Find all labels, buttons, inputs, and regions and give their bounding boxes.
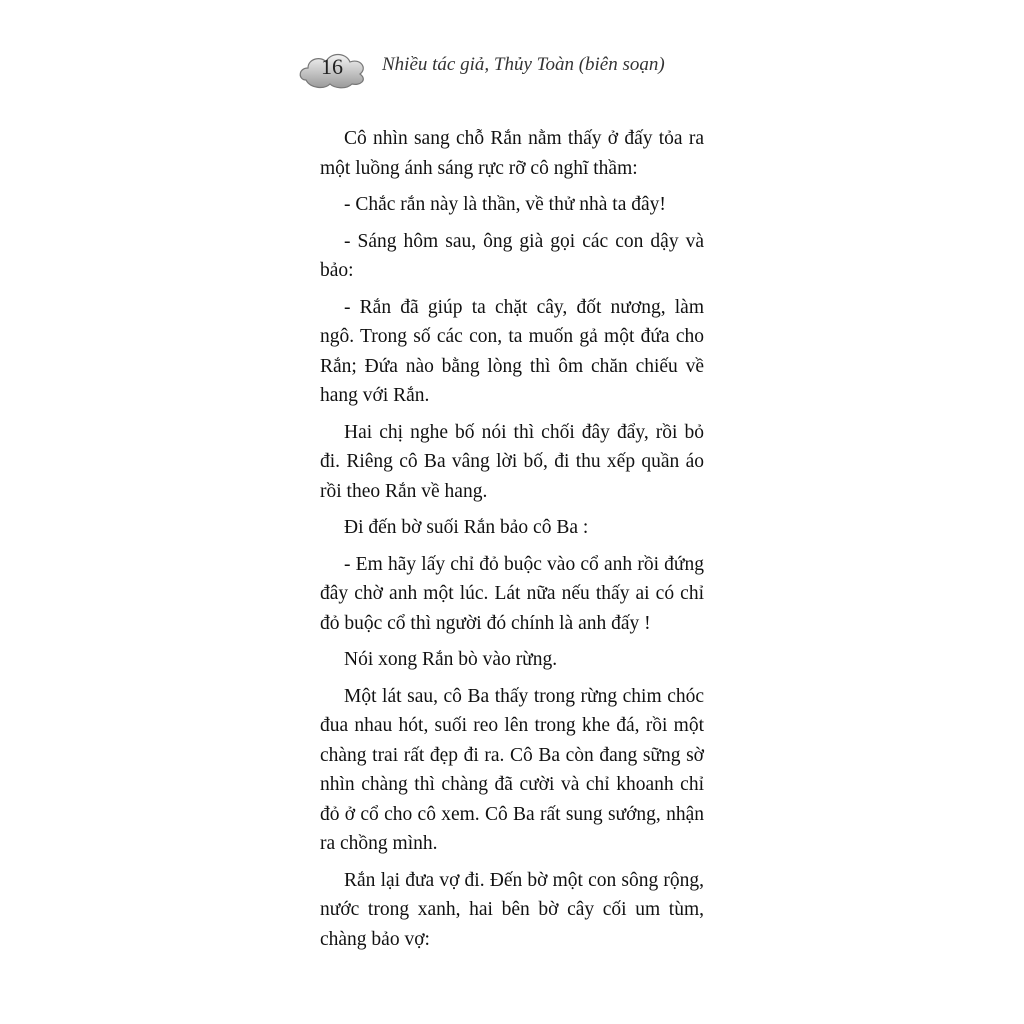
paragraph: - Rắn đã giúp ta chặt cây, đốt nương, làm ngô. Trong số các con, ta muốn gả một đứa cho Rắn; Đứa nào bằng lòng thì ôm chăn chiếu về hang với Rắn. (320, 296, 704, 406)
page-number: 16 (321, 54, 343, 79)
paragraph: Hai chị nghe bố nói thì chối đây đẩy, rồi bỏ đi. Riêng cô Ba vâng lời bố, đi thu xếp quần áo rồi theo Rắn về hang. (320, 421, 704, 502)
page-header (296, 40, 716, 96)
paragraph: - Sáng hôm sau, ông già gọi các con dậy và bảo: (320, 230, 704, 281)
body-text (320, 124, 704, 961)
paragraph: - Chắc rắn này là thần, về thử nhà ta đây! (344, 194, 666, 215)
paragraph: Cô nhìn sang chỗ Rắn nằm thấy ở đấy tỏa ra một luồng ánh sáng rực rỡ cô nghĩ thầm: (320, 128, 704, 179)
paragraph: Đi đến bờ suối Rắn bảo cô Ba : (344, 517, 589, 538)
paragraph: Nói xong Rắn bò vào rừng. (344, 649, 558, 670)
paragraph: Rắn lại đưa vợ đi. Đến bờ một con sông rộng, nước trong xanh, hai bên bờ cây cối um tùm, chàng bảo vợ: (320, 869, 704, 950)
running-head: Nhiều tác giả, Thủy Toàn (biên soạn) (382, 54, 665, 75)
paragraph: - Em hãy lấy chỉ đỏ buộc vào cổ anh rồi đứng đây chờ anh một lúc. Lát nữa nếu thấy ai có chỉ đỏ buộc cổ thì người đó chính là anh đấy ! (320, 553, 704, 634)
paragraph: Một lát sau, cô Ba thấy trong rừng chim chóc đua nhau hót, suối reo lên trong khe đá, rồi một chàng trai rất đẹp đi ra. Cô Ba còn đang sững sờ nhìn chàng thì chàng đã cười và chỉ khoanh chỉ đỏ ở cổ cho cô xem. Cô Ba rất sung sướng, nhận ra chồng mình. (320, 685, 704, 854)
